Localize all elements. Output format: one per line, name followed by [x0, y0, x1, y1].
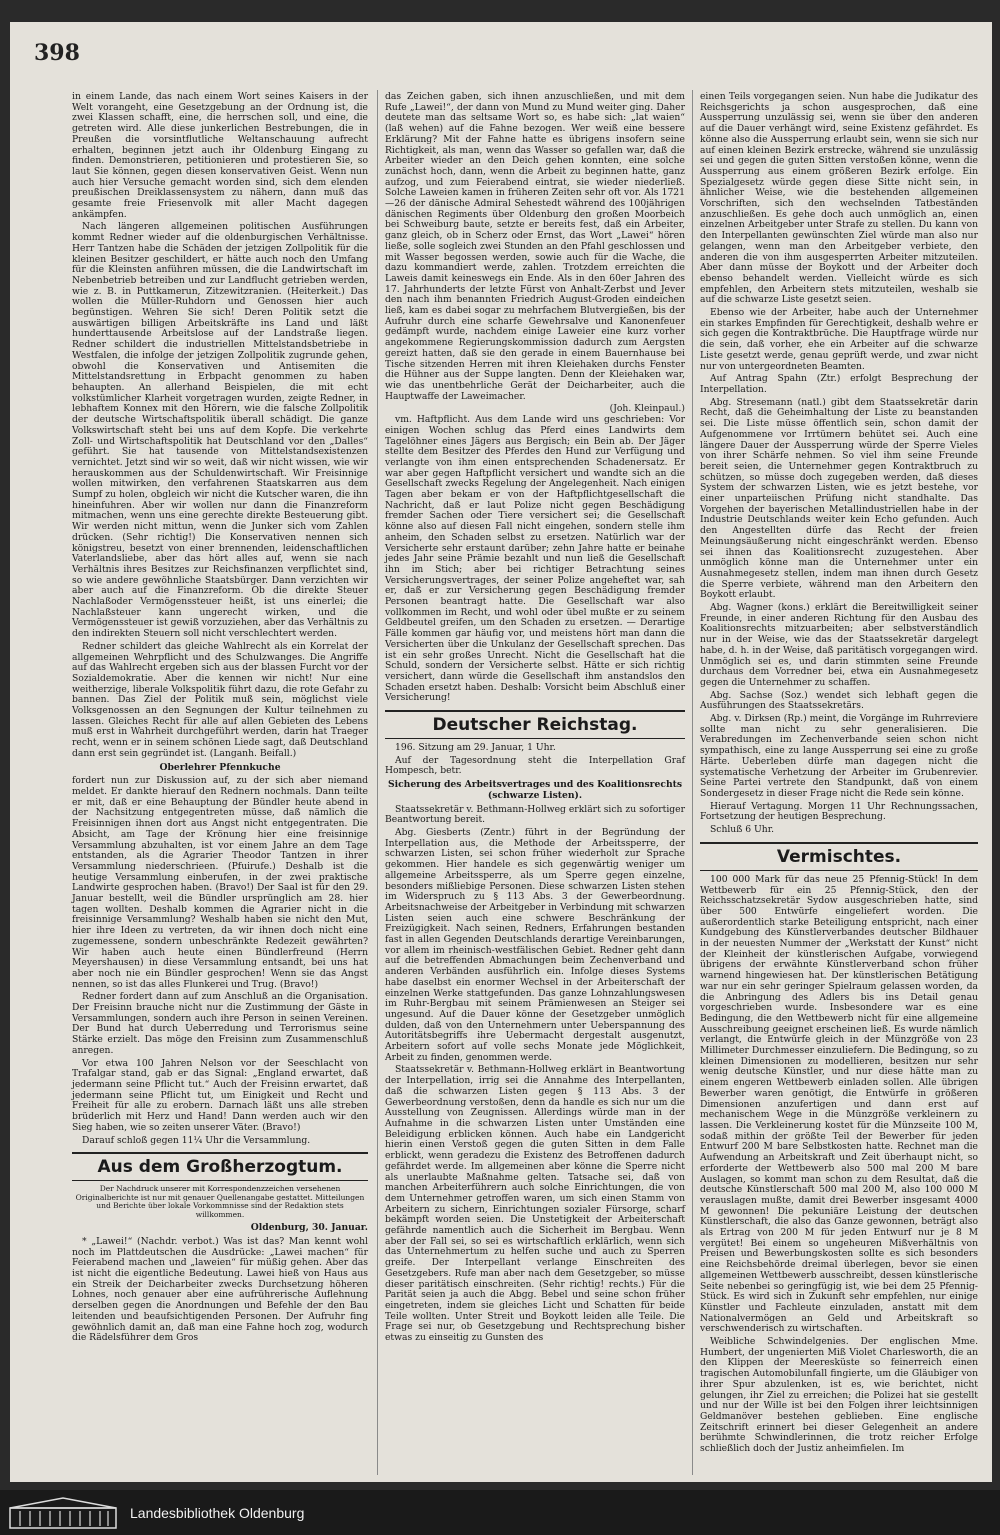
library-name: Landesbibliothek Oldenburg — [130, 1504, 305, 1521]
section-heading: Deutscher Reichstag. — [385, 710, 685, 739]
paragraph: Auf Antrag Spahn (Ztr.) erfolgt Besprechung der Interpellation. — [700, 373, 978, 395]
paragraph: Schluß 6 Uhr. — [710, 824, 774, 836]
agenda-title: Sicherung des Arbeitsvertrages und des Koalitionsrechts (schwarze Listen). — [387, 779, 683, 801]
paragraph: Abg. Stresemann (natl.) gibt dem Staatssekretär darin Recht, daß die Geheimhaltung der Liste zu beanstanden sei. Die Liste müsse öffentlich sein, schon damit der Aufgenommene vor Irrtümern behütet sei. Auch eine längere Dauer der Aussperrung würde der Sperre Vieles von ihrer Schärfe nehmen. So viel ihm seine Freunde bereit seien, die Unternehmer gegen Kontraktbruch zu schützen, so müsse doch zugegeben werden, daß dieses System der schwarzen Listen, wie es jetzt bestehe, vor einer unparteiischen Prüfung nicht standhalte. Das Vorgehen der bayerischen Metallindustriellen habe in der Industrie Deutschlands weiter kein Echo gefunden. Auch den Angestellten dürfe das Recht der freien Meinungsäußerung nicht eingeschränkt werden. Ebenso sei ihnen das Koalitionsrecht zuzugestehen. Aber unmöglich könne man die Unternehmer unter ein Ausnahmegesetz stellen, indem man ihnen durch Gesetz die Sperre verbiete, während man den Arbeitern den Boykott erlaubt. — [700, 396, 978, 601]
reprint-notice: Der Nachdruck unserer mit Korrespondenzzeichen versehenen Originalberichte ist nur mit genauer Quellenangabe gestattet. Mitteilungen und Berichte über lokale Vorkommnisse sind der Redaktion stets willkommen. — [75, 1184, 365, 1219]
section-heading: Aus dem Großherzogtum. — [72, 1152, 368, 1181]
dateline: Oldenburg, 30. Januar. — [250, 1222, 368, 1234]
section-heading: Vermischtes. — [700, 842, 978, 871]
column-divider — [692, 90, 693, 1475]
paragraph: Redner fordert dann auf zum Anschluß an die Organisation. Der Freisinn brauche nicht nur die Zustimmung der Gäste in Versammlungen, sondern auch ihre Person in seinen Vereinen. Der Bund hat durch Ueberredung und Terrorismus seine Stärke erzielt. Das möge den Freisinn zum Zusammenschluß anregen. — [72, 991, 368, 1056]
paragraph: Staatssekretär v. Bethmann-Hollweg erklärt in Beantwortung der Interpellation, irrig sei die Annahme des Interpellanten, daß die schwarzen Listen gegen § 113 Abs. 3 der Gewerbeordnung verstoßen, denn da handle es sich nur um die Ausstellung von Zeugnissen. Allerdings würde man in der Aufnahme in die schwarzen Listen unter Umständen eine Beleidigung erblicken können. Auch habe ein Landgericht hierin einen Verstoß gegen die guten Sitten in dem Falle erblickt, wenn geradezu die Existenz des Betroffenen dadurch gefährdet werde. Im allgemeinen aber könne die Sperre nicht als unerlaubte Maßnahme gelten. Tatsache sei, daß von manchen Arbeiterführern auch solche Einrichtungen, die von dem Unternehmer getroffen waren, um sich einen Stamm von Arbeitern zu sichern, Einrichtungen sozialer Fürsorge, scharf bekämpft worden seien. Die Unstetigkeit der Arbeiterschaft gefährde namentlich auch die Sicherheit im Bergbau. Wenn aber der Fall sei, so sei es wirtschaftlich erklärlich, wenn sich das Unternehmertum zu helfen suche und auch zu Sperren greife. Der Interpellant verlange Einschreiten des Gesetzgebers. Rufe man aber nach dem Gesetzgeber, so müsse dieser paritätisch einschreiten. (Sehr richtig! rechts.) Für die Parität seien ja auch die Abgg. Bebel und seine schon früher eingetreten, indem sie gleiches Licht und Schatten für beide Teile wollten. Unter Streit und Boykott leiden alle Teile. Die Frage sei nur, ob Gesetzgebung und Rechtsprechung bisher etwas zu einseitig zu Gunsten des — [385, 1064, 685, 1344]
paragraph: Darauf schloß gegen 11¼ Uhr die Versammlung. — [82, 1134, 311, 1146]
paragraph: Abg. Sachse (Soz.) wendet sich lebhaft gegen die Ausführungen des Staatssekretärs. — [700, 689, 978, 712]
paragraph: fordert nun zur Diskussion auf, zu der sich aber niemand meldet. Er dankte hierauf den Rednern nochmals. Dann teilte er mit, daß er eine Behauptung der Bündler heute abend in der Nachsitzung entgegentreten müsse, daß nämlich die Freisinnigen ihnen dort aus Angst nicht entgegentraten. Die Absicht, am Tage der Krönung hier eine freisinnige Versammlung abzuhalten, ist vor einem Jahre an dem Tage entstanden, als die Agrarier Theodor Tantzen in ihrer Versammlung niederschrieen. (Pfuirufe.) Deshalb ist die heutige Versammlung einberufen, in der zwei praktische Landwirte gesprochen haben. (Bravo!) Der Saal ist für den 29. Januar bestellt, weil die Bündler ursprünglich am 28. hier tagen wollten. Deshalb kommen die Agrarier nicht in die freisinnige Versammlung? Weshalb haben sie nicht den Mut, hier ihre Ideen zu vertreten, da wir ihnen doch nicht eine zugemessene, sondern unbeschränkte Redezeit gewährten? Wir haben auch heute einen Bündlerfreund (Herrn Meyershausen) in diese Versammlung entsandt, bei uns hat aber noch nie ein Bündler gesprochen! Wenn sie das Angst nennen, so ist das alles Flunkerei und Trug. (Bravo!) — [72, 775, 368, 990]
paragraph: Nach längeren allgemeinen politischen Ausführungen kommt Redner wieder auf die oldenburgischen Verhältnisse. Herr Tantzen habe die Schäden der jetzigen Zollpolitik für die kleinen Besitzer geschildert, er hätte auch noch den Umfang für die Kleinsten anführen müssen, die die Landwirtschaft im Nebenbetrieb betreiben und zur Landflucht getrieben werden, wie z. B. in Puttkamerun, Zitzewitzranien. (Heiterkeit.) Das wollen die Müller-Ruhdorn und Genossen hier auch begünstigen. Wehren Sie sich! Deren Politik setzt die auswärtigen billigen Arbeitskräfte ins Land und läßt hunderttausende Arbeitslose auf der Landstraße liegen. Redner schildert die industriellen Mittelstandsbetriebe in Westfalen, die infolge der jetzigen Zollpolitik zugrunde gehen, obwohl die Konservativen und Antisemiten die Mittelstandsrettung in Erbpacht genommen zu haben behaupten. An allerhand Beispielen, die mit echt volkstümlicher Klarheit vorgetragen wurden, zeigte Redner, in lebhaftem Konnex mit den Hörern, wie die falsche Zollpolitik der deutsche Wirtschaftspolitik überall schädigt. Die ganze Volkswirtschaft steht bei uns auf dem Kopfe. Die verkehrte Zoll- und Wirtschaftspolitik hat Deutschland vor den „Dalles“ geführt. Sie hat tausende von Mittelstandsexistenzen vernichtet. Jetzt sind wir so weit, daß wir nicht wissen, wie wir herauskommen aus der Schuldenwirtschaft. Wir Freisinnige wollen mitwirken, den verfahrenen Staatskarren aus dem Sumpf zu holen, obgleich wir nicht die Kutscher waren, die ihn hineinfuhren. Aber wir wollen nur dann die Finanzreform mitmachen, wenn uns eine gerechte direkte Besteuerung gibt. Wir werden nicht mittun, wenn die Junker sich vom Zahlen drücken. (Sehr richtig!) Die Konservativen nennen sich königstreu, besetzt von einer brennenden, leidenschaftlichen Vaterlandsliebe, aber das hört alles auf, wenn sie nach Verhältnis ihres Besitzes zur Reichsfinanzen verpflichtet sind, so wie andere gewöhnliche Staatsbürger. Dann verzichten wir aber auch auf die Finanzreform. Ob die direkte Steuer Nachlaßoder Vermögenssteuer heißt, ist uns einerlei; die Nachlaßsteuer kann ungerecht wirken, und die Vermögenssteuer ist gewiß vorzuziehen, aber das Verhältnis zu den indirekten Steuern soll nicht verschlechtert werden. — [72, 221, 368, 640]
column-divider — [377, 90, 378, 1475]
library-footer — [0, 1490, 1000, 1535]
paragraph: 196. Sitzung am 29. Januar, 1 Uhr. — [395, 742, 556, 754]
paragraph: Abg. v. Dirksen (Rp.) meint, die Vorgänge im Ruhrreviere sollte man nicht zu sehr generalisieren. Die Verabredungen im Zechenverbande seien schon nicht sympathisch, eine zu lange Aussperrung sei eine zu große Härte. Ueberleben dürfe man dagegen nicht die systematische Verhetzung der Arbeiter im Grubenrevier. Seine Partei vertrete den Standpunkt, daß von einem Sondergesetz in dieser Frage nicht die Rede sein könne. — [700, 713, 978, 799]
paragraph: Ebenso wie der Arbeiter, habe auch der Unternehmer ein starkes Empfinden für Gerechtigkeit, deshalb wehre er sich gegen die Kontraktbrüche. Die Hauptfrage würde nur die sein, daß vorher, ehe ein Arbeiter auf die schwarze Liste gesetzt werde, genau geprüft werde, und zwar nicht nur von untergeordneten Beamten. — [700, 307, 978, 372]
paragraph: Abg. Wagner (kons.) erklärt die Bereitwilligkeit seiner Freunde, in einer anderen Richtung für den Ausbau des Koalitionsrechts mitzuarbeiten; aber selbstverständlich nur in der Weise, wie das der Staatssekretär dargelegt habe, d. h. in der Weise, daß paritätisch vorgegangen wird. Unmöglich sei es, und darin stimmten seine Freunde durchaus dem Vorredner bei, etwa ein Ausnahmegesetz gegen die Unternehmer zu schaffen. — [700, 602, 978, 688]
paragraph: einen Teils vorgegangen seien. Nun habe die Judikatur des Reichsgerichts ja schon ausgesprochen, daß eine Aussperrung unzulässig sei, wenn sie über den anderen auf die Dauer verhängt wird, seine Existenz gefährdet. Es könne also die Aussperrung erlaubt sein, wenn sie sich nur auf einen kleinen Bezirk erstrecke, während sie unzulässig sei und gegen die guten Sitten verstoßen könne, wenn die Aussperrung aus einem größeren Bezirk erfolge. Ein Spezialgesetz würde gegen diese Sitte nicht sein, in ähnlicher Weise, wie die bestehenden allgemeinen Vorschriften, sich den wechselnden Tatbeständen anzuschließen. Es gehe doch auch unmöglich an, einen einzelnen Arbeitgeber unter Strafe zu stellen. Du kann von den Interpellanten gewünschten Ziel würde man also nur gelangen, wenn man den Arbeitgeber verbiete, den anderen die von ihm ausgesperrten Arbeiter mitzuteilen. Aber dann müsse der Boykott und der Arbeiter doch ebenso behandelt werden. Vielleicht würde es sich empfehlen, den Arbeitern stets mitzuteilen, weshalb sie auf die schwarze Liste gesetzt seien. — [700, 91, 978, 306]
paragraph: Weibliche Schwindelgenies. Der englischen Mme. Humbert, der ungenierten Miß Violet Charlesworth, die an den Klippen der Meeresküste so feinerreich einen tragischen Automobilunfall fingierte, um die Gläubiger von ihrer Spur abzulenken, ist es, wie berichtet, nicht gelungen, ihr Ziel zu erreichen; die Polizei hat sie gestellt und nur der Wille ist bei den Folgen ihrer leichtsinnigen Geldmanöver bestehen geblieben. Eine englische Zeitschrift erinnert bei dieser Gelegenheit an andere berühmte Schwindlerinnen, die trotz reicher Erfolge schließlich doch der Justiz anheimfielen. Im — [700, 1336, 978, 1455]
paragraph: Redner schildert das gleiche Wahlrecht als ein Korrelat der allgemeinen Wehrpflicht und des Schulzwanges. Die Angriffe auf das Wahlrecht ergeben sich aus der blassen Furcht vor der Sozialdemokratie. Aber die kennen wir nicht! Nur eine weitherzige, liberale Volkspolitik führt dazu, die rote Gefahr zu bannen. Das Ziel der Politik muß sein, möglichst viele Volksgenossen an den Segnungen der Kultur teilnehmen zu lassen. Gleiches Recht für alle auf allen Gebieten des Lebens muß erst in Wahrheit durchgeführt werden, darin hat Traeger recht, wenn er in seinem schönen Liede sagt, daß Deutschland dann erst sein gegründet ist. (Langanh. Beifall.) — [72, 640, 368, 759]
paragraph: vm. Haftpflicht. Aus dem Lande wird uns geschrieben: Vor einigen Wochen schlug das Pferd eines Landwirts dem Tagelöhner eines Jägers aus Bergisch; ein Bein ab. Der Jäger stellte dem Besitzer des Pferdes den Hund zur Verfügung und verlangte von ihm einen entsprechenden Schadenersatz. Er war aber gegen Haftpflicht versichert und wandte sich an die Gesellschaft zwecks Regelung der Angelegenheit. Nach einigen Tagen aber bekam er von der Haftpflichtgesellschaft die Nachricht, daß er laut Polize nicht gegen Beschädigung fremder Sachen oder Tiere versichert sei; die Gesellschaft könne also auf diesen Fall nicht eingehen, sondern stelle ihm anheim, den Schaden selbst zu ersetzen. Natürlich war der Versicherte sehr erstaunt darüber; zehn Jahre hatte er beinahe jedes Jahr seine Prämie bezahlt und nun ließ die Gesellschaft ihn im Stich; aber bei richtiger Betrachtung seines Versicherungsvertrages, der seiner Polize angeheftet war, sah er, daß er zur Versicherung gegen Beschädigung fremder Personen beantragt hatte. Die Gesellschaft war also vollkommen im Recht, und wohl oder übel mußte er zu seinem Geldbeutel greifen, um den Schaden zu ersetzen. — Derartige Fälle kommen gar häufig vor, und meistens hört man dann die Versicherten über die Unkulanz der Gesellschaft sprechen. Das ist ein sehr großes Unrecht. Nicht die Gesellschaft hat die Schuld, sondern der Versicherte selbst. Hätte er sich richtig versichert, dann würde die Gesellschaft ihm anstandslos den Schaden ersetzt haben. Deshalb: Vorsicht beim Abschluß einer Versicherung! — [385, 414, 685, 704]
signature: (Joh. Kleinpaul.) — [609, 403, 685, 415]
paragraph: Staatssekretär v. Bethmann-Hollweg erklärt sich zu sofortiger Beantwortung bereit. — [385, 803, 685, 826]
paragraph: das Zeichen gaben, sich ihnen anzuschließen, und mit dem Rufe „Lawei!“, der dann von Mund zu Mund weiter ging. Daher deutete man das seltsame Wort so, es habe sich: „lat waien“ (laß wehen) auf die Fahne bezogen. Wer weiß eine bessere Erklärung? Mit der Fahne hatte es übrigens insofern seine Richtigkeit, als man, wenn das Wasser so gefallen war, daß die Arbeiter wieder an den Deich gehen konnten, eine solche zunächst hoch, dann, wenn die Arbeit zu beginnen hatte, ganz aufzog, und zum Feierabend eintrat, sie wieder niederließ. Solche Laweien kamen in früheren Zeiten sehr oft vor. Als 1721—26 der dänische Admiral Sehestedt während des 100jährigen dänischen Regiments über Oldenburg den großen Moorbeich bei Schweiburg baute, setzte er bereits fest, daß ein Arbeiter, ganz gleich, ob in Scherz oder Ernst, das Wort „Lawei“ hören ließe, solle sogleich zwei Stunden an den Pfahl geschlossen und mit Wasser begossen werden, sowie auch für die Wache, die dazu kommandiert werde, zahlen. Trotzdem erreichten die Laweis damit keineswegs ein Ende. Als in den 60er Jahren des 17. Jahrhunderts der letzte Fürst von Anhalt-Zerbst und Jever den nach ihm benannten Friedrich August-Groden eindeichen ließ, kam es dabei sogar zu mehrfachem Blutvergießen, bis der Aufruhr durch eine scharfe Gewehrsalve und Kanonenfeuer gedämpft wurde, nachdem einige Laweier eine kurz vorher angekommene Regierungskommission dadurch zum Aergsten gereizt hatten, daß sie den gerade in einem Bauernhause bei Tische sitzenden Herren mit ihren Kleiehaken durchs Fenster die Hühner aus der Suppe langten. Denn der Kleiehaken war, wie das unentbehrliche Gerät der Deicharbeiter, auch die Hauptwaffe der Laweimacher. — [385, 91, 685, 402]
paragraph: Vor etwa 100 Jahren Nelson vor der Seeschlacht von Trafalgar stand, gab er das Signal: „England erwartet, daß jedermann seine Pflicht tut.“ Auch der Freisinn erwartet, daß jedermann seine Pflicht tut, um Einigkeit und Recht und Freiheit für alle zu erobern. Darnach läßt uns alle streben brüderlich mit Herz und Hand! Dann werden auch wir den Sieg haben, wie so zeiten unserer Väter. (Bravo!) — [72, 1057, 368, 1133]
paragraph: in einem Lande, das nach einem Wort seines Kaisers in der Welt vorangeht, eine Gesetzgebung an der Ordnung ist, die zwei Klassen schafft, eine, die herrschen soll, und eine, die getreten wird. Alle diese junkerlichen Bestrebungen, die in Preußen die vorsintflutliche Weltanschauung aufrecht erhalten, beginnen jetzt auch ihr Oldenburg Eingang zu finden. Demonstrieren, petitionieren und protestieren Sie, so laut Sie können, gegen diesen konservativen Geist. Wenn nun auch hier Versuche gemacht worden sind, sich dem elenden preußischen Dreiklassensystem zu nähern, dann muß das gesamte freie Friesenvolk mit aller Macht dagegen ankämpfen. — [72, 91, 368, 220]
paragraph: 100 000 Mark für das neue 25 Pfennig-Stück! In dem Wettbewerb für ein 25 Pfennig-Stück, den der Reichsschatzsekretär Sydow ausgeschrieben hatte, sind über 500 Entwürfe eingeliefert worden. Die außerordentlich starke Beteiligung entspricht, nach einer Kundgebung des Künstlerverbandes deutscher Bildhauer in der neuesten Nummer der „Werkstatt der Kunst“ nicht der Kleinheit der künstlerischen Aufgabe, vorwiegend übrigens der erwähnte Künstlerverband schon früher warnend hingewiesen hat. Der künstlerischen Betätigung war nur ein sehr geringer Spielraum gelassen worden, da die Anbringung des Adlers bis ins Detail genau vorgeschrieben wurde. Insbesondere war es eine Bedingung, die den Wettbewerb nicht für eine allgemeine Ausschreibung geeignet erscheinen ließ. Es wurde nämlich verlangt, die Entwürfe gleich in der Münzgröße von 23 Millimeter Durchmesser einzuliefern. Die Bedingung, so zu kleinen Dimensionen zu modellieren, besitzen nur sehr wenig deutsche Künstler, und nur diese hätte man zu einem engeren Wettbewerb einladen sollen. Alle übrigen Bewerber waren genötigt, die Entwürfe in größeren Dimensionen anzufertigen und dann erst auf mechanischem Wege in die Münzgröße verkleinern zu lassen. Die Verkleinerung kostet für die Münzseite 100 M, sodaß mithin der größte Teil der Bewerber für jeden Entwurf 200 M bare Selbstkosten hatte. Rechnet man die Aufwendung an Arbeitskraft und Zeit überhaupt nicht, so erforderte der Wettbewerb also 500 mal 200 M bare Auslagen, so kommt man schon zu dem Resultat, daß die deutsche Künstlerschaft 500 mal 200 M, also 100 000 M verauslagen mußte, damit drei Bewerber insgesamt 4000 M gewonnen! Die pekuniäre Leistung der deutschen Künstlerschaft, die also das Ganze gewonnen, beträgt also als Ertrag von 200 M für jeden Entwurf nur je 8 M vergütet! Bei einem so ungeheuren Mißverhältnis von Preisen und Bewerbungskosten sollte es sich besonders eine Reichsbehörde dreimal überlegen, bevor sie einen allgemeinen Wettbewerb ausschreibt, dessen künstlerische Seite nebenbei so geringfügig ist, wie bei dem 25 Pfennig-Stück. Es wird sich in Zukunft sehr empfehlen, nur einige Künstler und Fachleute einzuladen, anstatt mit dem Nationalvermögen an Geld und Arbeitskraft so verschwenderisch zu wirtschaften. — [700, 873, 978, 1335]
paragraph: Hierauf Vertagung. Morgen 11 Uhr Rechnungssachen, Fortsetzung der heutigen Besprechung. — [700, 800, 978, 823]
page-number: 398 — [34, 40, 80, 66]
paragraph: Abg. Giesberts (Zentr.) führt in der Begründung der Interpellation aus, die Methode der Arbeitssperre, der schwarzen Listen, sei schon früher wiederholt zur Sprache gekommen. Hier handele es sich gegenwärtig weniger um allgemeine Arbeitssperre, als um Sperre gegen einzelne, besonders mißliebige Personen. Diese schwarzen Listen stehen im Widerspruch zu § 113 Abs. 3 der Gewerbeordnung. Arbeitsnachweise der Arbeitgeber in Verbindung mit schwarzen Listen seien auch eine schwere Beschränkung der Freizügigkeit. Nach seinen, Redners, Erfahrungen bestanden fast in allen Gegenden Deutschlands derartige Vereinbarungen, vor allem im rheinisch-westfälischen Gebiet. Redner geht dann auf die betreffenden Abmachungen beim Zechenverband und anderen Verbänden ausführlich ein. Infolge dieses Systems habe daselbst ein enormer Wechsel in der Arbeiterschaft der einzelnen Werke stattgefunden. Das ganze Lohnzahlungswesen im Ruhr-Bergbau mit seinem Prämienwesen an Steiger sei ungesund. Auf die Dauer könne der Gesetzgeber unmöglich dulden, daß von den Unternehmern unter Ueberspannung des Autoritätsbegriffs ihre Uebermacht dergestalt ausgenutzt, Arbeitern sofort auf volle sechs Monate jede Möglichkeit, Arbeit zu finden, genommen werde. — [385, 827, 685, 1063]
column-1 — [72, 92, 368, 1346]
paragraph: Auf der Tagesordnung steht die Interpellation Graf Hompesch, betr. — [385, 754, 685, 777]
paragraph: * „Lawei!“ (Nachdr. verbot.) Was ist das? Man kennt wohl noch im Plattdeutschen die Ausdrücke: „Lawei machen“ für Feierabend machen und „laweien“ für müßig gehen. Aber das ist nicht die eigentliche Bedeutung. Lawei hieß von Haus aus ein Streik der Deicharbeiter zwecks Durchsetzung höheren Lohnes, noch genauer aber eine aufrührerische Auflehnung derselben gegen die Anordnungen und Befehle der den Bau leitenden und beaufsichtigenden Personen. Der Aufruhr fing gewöhnlich damit an, daß man eine Fahne hoch zog, wodurch die Rädelsführer dem Gros — [72, 1235, 368, 1344]
column-2 — [385, 92, 685, 1346]
speaker-heading: Oberlehrer Pfennkuche — [159, 761, 281, 773]
library-building-icon — [8, 1496, 118, 1530]
column-3 — [700, 92, 978, 1457]
